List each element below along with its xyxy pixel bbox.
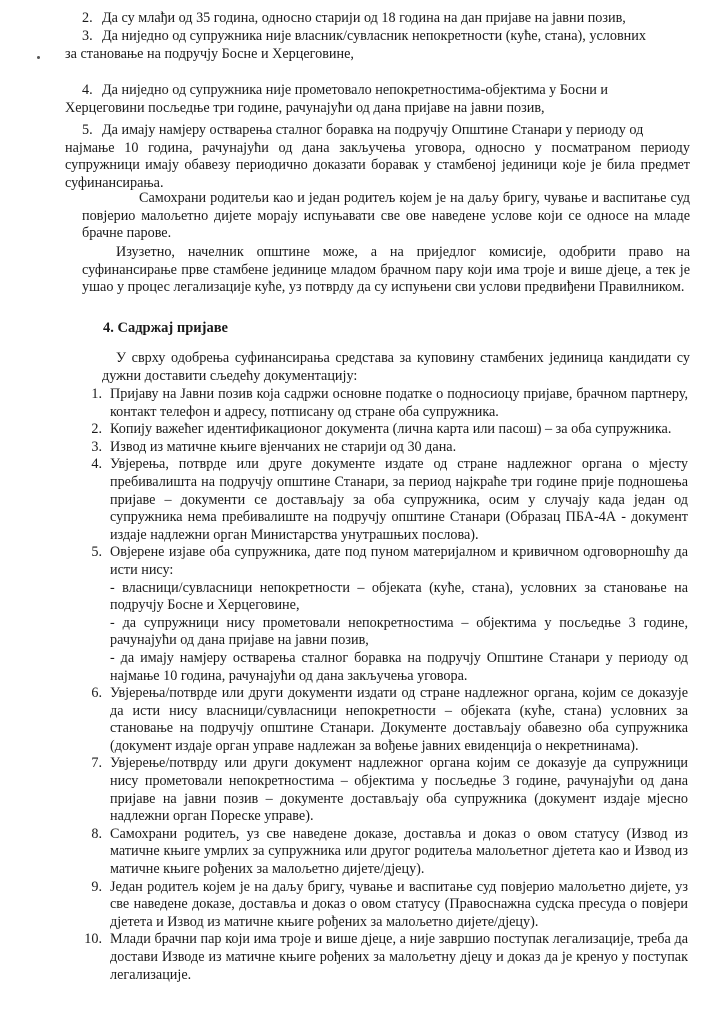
item-number: 7. (91, 755, 102, 772)
documents-list (80, 386, 688, 984)
item-text: Један родитељ којем је на даљу бригу, чување и васпитање суд повјерио малољетно дијете, уз све наведене доказе, доставља и доказ о овом статусу (Правоснажна судска пресуда о повјери дјетета и Извод из матичне књиге рођених за малољетно дијете/дјецу). (110, 878, 688, 930)
item-text: Увјерења/потврде или други документи издати од стране надлежног органа, којим се доказује да исти нису власници/сувласници непокретности – објеката (куће, стана) условних за становање на подручју општине Станари. Документе достављају обавезно оба супружника (документ издаје орган управе надлежан за вођење јавних евиденција о некретнинама). (110, 685, 688, 754)
item-number: 4. (91, 456, 102, 473)
scan-speck (37, 56, 40, 59)
section-heading: 4. Садржај пријаве (103, 320, 228, 336)
item-text: Самохрани родитељ, уз све наведене доказе, доставља и доказ о овом статусу (Извод из матичне књиге умрлих за супружника или другог родитеља малољетног дјетета као и Извод из матичне књиге рођених за малољетно дијете/дјецу). (110, 825, 688, 878)
item-text: Копију важећег идентификационог документа (лична карта или пасош) – за оба супружника. (110, 421, 672, 438)
doc-item-10 (80, 931, 688, 984)
item-text-cont: Херцеговини посљедње три године, рачунајући од дана пријаве на јавни позив, (65, 99, 545, 116)
item-text-cont: најмање 10 година, рачунајући од дана закључења уговора, односно у посматраном периоду супружници имају обавезу периодично доказати боравак у стамбеној јединици које је била предмет суфинансирања. (65, 139, 690, 191)
doc-item-5 (80, 544, 688, 685)
paragraph-exception: Изузетно, начелник општине може, а на приједлог комисије, одобрити право на суфинансирање прве стамбене јединице младом брачном пару који има троје и више дјеце, а тек је ушао у процес легализације куће, уз потврду да су испуњени сви услови предвиђени Правилником. (82, 244, 690, 296)
item-number: 3. (82, 28, 93, 44)
item-number: 5. (82, 122, 93, 138)
item-text: Извод из матичне књиге вјенчаних не старији од 30 дана. (110, 438, 457, 455)
condition-item-4 (65, 82, 690, 117)
item-text: Пријаву на Јавни позив која садржи основне податке о подносиоцу пријаве, брачном партнеру, контакт телефон и адресу, потписану од стране оба супружника. (110, 386, 688, 420)
doc-item-1 (80, 386, 688, 421)
condition-item-2 (82, 10, 690, 28)
sub-item: - власници/сувласници непокретности – објеката (куће, стана), условних за становање на подручју Босне и Херцеговине, (110, 579, 688, 614)
item-text: Да ниједно од супружника није власник/сувласник непокретности (куће, стана), условних (102, 28, 646, 44)
doc-item-4 (80, 456, 688, 544)
item-number: 2. (82, 10, 93, 26)
doc-item-3 (80, 439, 688, 457)
item-number: 4. (82, 82, 93, 98)
item-text: Да су млађи од 35 година, односно старији од 18 година на дан пријаве на јавни позив, (102, 10, 626, 26)
item-text: Млади брачни пар који има троје и више дјеце, а није завршио поступак легализације, треба да достави Изводе из матичне књиге рођених за малољетну дјецу и доказ да је кренуо у поступак легализације. (110, 931, 688, 983)
item-text: Да имају намјеру остварења сталног боравка на подручју Општине Станари у периоду од (102, 122, 644, 138)
item-text-cont: за становање на подручју Босне и Херцеговине, (65, 45, 354, 62)
condition-item-5 (65, 122, 690, 192)
item-text: Да ниједно од супружника није прометовало непокретностима-објектима у Босни и (102, 82, 609, 98)
condition-item-3 (65, 28, 690, 63)
item-number: 3. (91, 438, 102, 455)
item-number: 6. (91, 685, 102, 702)
intro-text: У сврху одобрења суфинансирања средстава за куповину стамбених јединица кандидати су дужни доставити сљедећу документацију: (102, 350, 690, 384)
sub-item: - да имају намјеру остварења сталног боравка на подручју Општине Станари у периоду од најмање 10 година, рачунајући од дана закључења уговора. (110, 649, 688, 684)
doc-item-2 (80, 421, 688, 439)
doc-item-6 (80, 685, 688, 755)
sub-item: - да супружници нису прометовали непокретностима – објектима у посљедње 3 године, рачунајући од дана пријаве на јавни позив, (110, 614, 688, 649)
item-number: 9. (91, 878, 102, 895)
doc-item-7 (80, 755, 688, 825)
doc-item-8 (80, 826, 688, 879)
item-text: Увјерења, потврде или друге документе издате од стране надлежног органа о мјесту пребивалишта на подручју општине Станари, за период најкраће три године прије подношења пријаве – документи се достављају за оба супружника, осим у случају када један од супружника нема пребивалиште на подручју општине Станари (Образац ПБА-4А - документ издаје надлежни орган Министарства унутрашњих послова). (110, 456, 688, 543)
item-number: 2. (91, 421, 102, 438)
paragraph-single-parents: Самохрани родитељи као и један родитељ којем је на даљу бригу, чување и васпитање суд повјерио малољетно дијете морају испуњавати све ове наведене услове који се односе на младе брачне парове. (82, 190, 690, 242)
doc-item-9 (80, 879, 688, 932)
item-text: Овјерене изјаве оба супружника, дате под пуном материјалном и кривичном одговорношћу да исти нису: (110, 544, 688, 578)
item-number: 8. (91, 825, 102, 842)
item-number: 1. (91, 386, 102, 402)
section-intro (102, 350, 690, 385)
item-number: 5. (91, 544, 102, 561)
item-text: Увјерење/потврду или други документ надлежног органа којим се доказује да супружници нису прометовали непокретностима – објектима у посљедње 3 године, рачунајући од дана пријаве на јавни позив – документе достављају оба супружника (документ издаје мјесно надлежни орган Пореске управе). (110, 755, 688, 825)
item-number: 10. (84, 931, 102, 948)
